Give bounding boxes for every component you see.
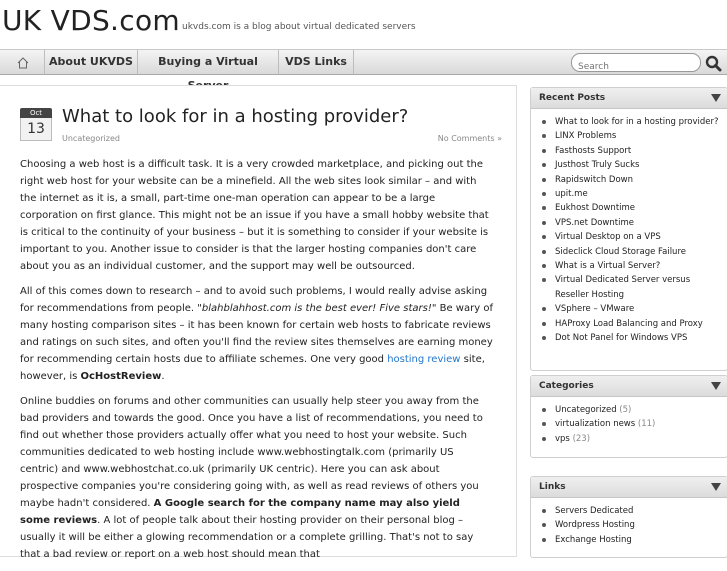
categories-header[interactable] xyxy=(531,376,727,397)
collapse-arrow-icon[interactable] xyxy=(711,94,721,102)
nav-item-buying[interactable]: Buying a Virtual xyxy=(137,50,278,74)
recent-post-item[interactable]: HAProxy Load Balancing and Proxy xyxy=(541,317,723,331)
post-comments-link[interactable]: No Comments » xyxy=(437,134,502,143)
category-item[interactable]: vps (23) xyxy=(541,432,723,446)
links-header[interactable] xyxy=(531,477,727,498)
recent-posts-title: Recent Posts xyxy=(539,93,606,103)
post-date-badge xyxy=(20,108,52,141)
links-widget xyxy=(530,476,727,558)
recent-post-item[interactable]: Virtual Desktop on a VPS xyxy=(541,230,723,244)
link-item[interactable]: Wordpress Hosting xyxy=(541,518,723,532)
recent-posts-header[interactable] xyxy=(531,88,727,109)
home-icon xyxy=(16,56,30,69)
recent-post-item[interactable]: What is a Virtual Server? xyxy=(541,259,723,273)
post-paragraph: Choosing a web host is a difficult task. It is a very crowded marketplace, and picking out the right web host for your website can be a minefield. All the web sites look similar – and with the internet as it is, a small, part-time one-man operation can appear to be a large corporation on first glance. This might not be an issue if you have a small hobby website that is critical to the continuity of your business – but it is something to consider if your website is important to you. Another issue to consider is that the larger hosting companies don't care about you as an individual customer, and the support may well be outsourced. xyxy=(20,159,489,272)
link-item[interactable]: Servers Dedicated xyxy=(541,504,723,518)
post-category[interactable]: Uncategorized xyxy=(62,134,120,143)
recent-post-item[interactable]: Virtual Dedicated Server versus Reseller Hosting xyxy=(541,273,723,302)
category-item[interactable]: virtualization news (11) xyxy=(541,417,723,431)
recent-posts-list xyxy=(531,109,727,352)
site-header xyxy=(0,0,727,48)
nav-item-vds-links[interactable]: VDS Links xyxy=(278,50,354,74)
link-item[interactable]: Exchange Hosting xyxy=(541,533,723,547)
post-title[interactable]: What to look for in a hosting provider? xyxy=(62,106,409,127)
categories-widget xyxy=(530,375,727,458)
recent-post-item[interactable]: What to look for in a hosting provider? xyxy=(541,115,723,129)
post-body xyxy=(20,156,493,571)
collapse-arrow-icon[interactable] xyxy=(711,382,721,390)
recent-posts-widget xyxy=(530,87,727,371)
category-item[interactable]: Uncategorized (5) xyxy=(541,403,723,417)
links-title: Links xyxy=(539,482,566,492)
site-title[interactable]: UK VDS.com xyxy=(2,4,180,37)
recent-post-item[interactable]: Eukhost Downtime xyxy=(541,201,723,215)
hosting-review-link[interactable]: hosting review xyxy=(387,354,461,365)
search-button[interactable] xyxy=(704,54,724,72)
post-date-day: 13 xyxy=(20,118,52,141)
site-tagline: ukvds.com is a blog about virtual dedicated servers xyxy=(182,22,416,32)
recent-post-item[interactable]: Sideclick Cloud Storage Failure xyxy=(541,245,723,259)
recent-post-item[interactable]: Justhost Truly Sucks xyxy=(541,158,723,172)
recent-post-item[interactable]: Dot Not Panel for Windows VPS xyxy=(541,331,723,345)
recent-post-item[interactable]: VPS.net Downtime xyxy=(541,216,723,230)
search-icon xyxy=(704,54,724,72)
categories-title: Categories xyxy=(539,381,594,391)
recent-post-item[interactable]: upit.me xyxy=(541,187,723,201)
nav-item-about[interactable]: About UKVDS xyxy=(44,50,137,74)
post-date-month: Oct xyxy=(20,108,52,118)
post-paragraph: All of this comes down to research – and to avoid such problems, I would really advise asking for recommendations from people. "blahblahhost.com is the best ever! Five stars!" Be wary of many hosting comparison sites – it has been known for certain web hosts to fabricate reviews and ratings on such sites, and often you'll find the review sites themselves are earning money for recommending certain hosts due to affiliate schemes. One very good hosting review site, however, is OcHostReview. xyxy=(20,286,493,382)
recent-post-item[interactable]: VSphere – VMware xyxy=(541,302,723,316)
search-input[interactable] xyxy=(578,60,688,75)
recent-post-item[interactable]: LINX Problems xyxy=(541,129,723,143)
categories-list xyxy=(531,397,727,452)
home-button[interactable] xyxy=(6,52,40,72)
post-paragraph: Online buddies on forums and other communities can usually help steer you away from the bad providers and towards the good. Once you have a list of recommendations, you need to find out whether those providers actually offer what you need to host your website. Such communities dedicated to web hosting include www.webhostingtalk.com (primarily US centric) and www.webhostchat.co.uk (primarily UK centric). Here you can ask about prospective companies you're considering going with, as well as read reviews of others you maybe hadn't considered. A Google search for the company name may also yield some reviews. A lot of people talk about their hosting provider on their personal blog – usually it will be either a glowing recommendation or a complete grilling. That's not to say that a bad review or report on a web host should mean that xyxy=(20,396,483,560)
collapse-arrow-icon[interactable] xyxy=(711,483,721,491)
recent-post-item[interactable]: Rapidswitch Down xyxy=(541,173,723,187)
recent-post-item[interactable]: Fasthosts Support xyxy=(541,144,723,158)
search-box xyxy=(571,53,701,72)
